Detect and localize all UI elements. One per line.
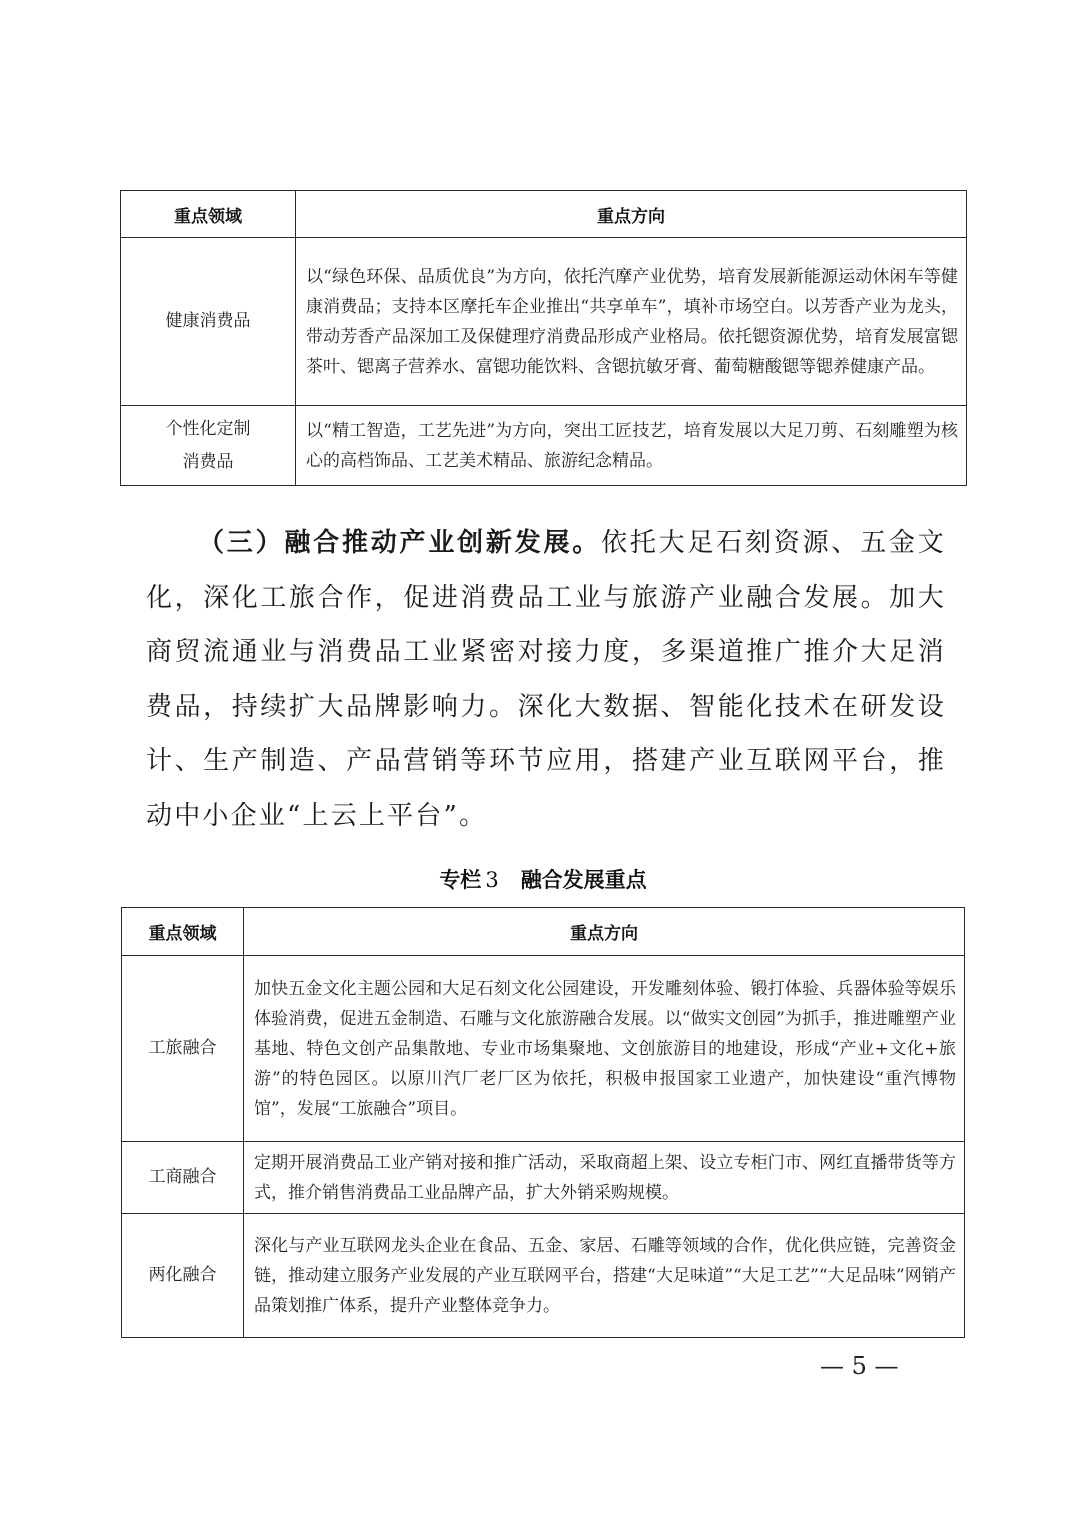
table-row bbox=[122, 956, 965, 1142]
header-direction: 重点方向 bbox=[244, 908, 965, 956]
table-row bbox=[121, 238, 967, 406]
direction-cell: 以“精工智造，工艺先进”为方向，突出工匠技艺，培育发展以大足刀剪、石刻雕塑为核心的高档饰品、工艺美术精品、旅游纪念精品。 bbox=[296, 406, 967, 486]
domain-cell bbox=[121, 406, 296, 486]
table-row bbox=[122, 1214, 965, 1338]
table-header-row bbox=[122, 908, 965, 956]
direction-cell: 以“绿色环保、品质优良”为方向，依托汽摩产业优势，培育发展新能源运动休闲车等健康消费品；支持本区摩托车企业推出“共享单车”，填补市场空白。以芳香产业为龙头，带动芳香产品深加工及保健理疗消费品形成产业格局。依托锶资源优势，培育发展富锶茶叶、锶离子营养水、富锶功能饮料、含锶抗敏牙膏、葡萄糖酸锶等锶养健康产品。 bbox=[296, 238, 967, 406]
table-header-row bbox=[121, 191, 967, 238]
domain-line: 个性化定制 bbox=[165, 418, 251, 439]
table-row bbox=[122, 1142, 965, 1214]
body-paragraph bbox=[146, 516, 946, 843]
section-heading: （三）融合推动产业创新发展。 bbox=[198, 528, 602, 558]
header-domain: 重点领域 bbox=[121, 191, 296, 238]
header-direction: 重点方向 bbox=[296, 191, 967, 238]
direction-cell: 定期开展消费品工业产销对接和推广活动，采取商超上架、设立专柜门市、网红直播带货等方式，推介销售消费品工业品牌产品，扩大外销采购规模。 bbox=[244, 1142, 965, 1214]
table-caption bbox=[120, 864, 966, 894]
caption-prefix: 专栏 bbox=[439, 868, 482, 892]
direction-cell: 加快五金文化主题公园和大足石刻文化公园建设，开发雕刻体验、锻打体验、兵器体验等娱乐体验消费，促进五金制造、石雕与文化旅游融合发展。以“做实文创园”为抓手，推进雕塑产业基地、特色文创产品集散地、专业市场集聚地、文创旅游目的地建设，形成“产业+文化+旅游”的特色园区。以原川汽厂老厂区为依托，积极申报国家工业遗产，加快建设“重汽博物馆”，发展“工旅融合”项目。 bbox=[244, 956, 965, 1142]
table-row bbox=[121, 406, 967, 486]
page-number: — 5 — bbox=[820, 1352, 899, 1380]
paragraph-text: 依托大足石刻资源、五金文化，深化工旅合作，促进消费品工业与旅游产业融合发展。加大商贸流通业与消费品工业紧密对接力度，多渠道推广推介大足消费品，持续扩大品牌影响力。深化大数据、智能化技术在研发设计、生产制造、产品营销等环节应用，搭建产业互联网平台，推动中小企业“上云上平台”。 bbox=[146, 528, 946, 831]
domain-line: 消费品 bbox=[182, 451, 234, 472]
domain-cell: 两化融合 bbox=[122, 1214, 244, 1338]
direction-cell: 深化与产业互联网龙头企业在食品、五金、家居、石雕等领域的合作，优化供应链，完善资金链，推动建立服务产业发展的产业互联网平台，搭建“大足味道”“大足工艺”“大足品味”网销产品策划推广体系，提升产业整体竞争力。 bbox=[244, 1214, 965, 1338]
domain-cell: 健康消费品 bbox=[121, 238, 296, 406]
focus-table-1 bbox=[120, 190, 967, 486]
caption-title: 融合发展重点 bbox=[520, 868, 647, 892]
focus-table-2 bbox=[121, 907, 965, 1338]
domain-cell: 工商融合 bbox=[122, 1142, 244, 1214]
caption-number: 3 bbox=[485, 868, 499, 892]
header-domain: 重点领域 bbox=[122, 908, 244, 956]
domain-cell: 工旅融合 bbox=[122, 956, 244, 1142]
